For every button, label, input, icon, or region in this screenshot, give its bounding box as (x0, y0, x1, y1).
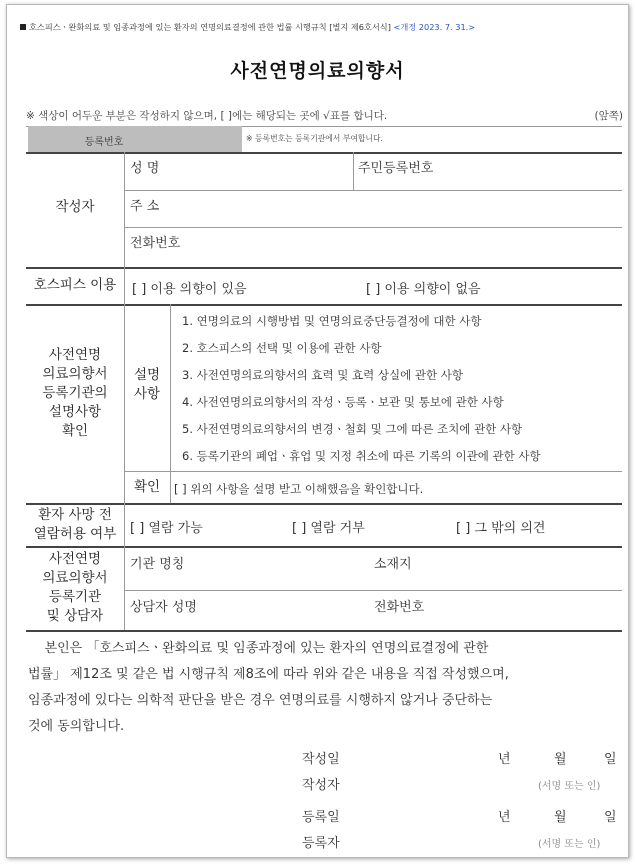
explanation-label-line: 등록기관의 (42, 385, 108, 401)
square-bullet-icon (20, 24, 26, 30)
institution-label-line: 등록기관 (48, 589, 102, 605)
author-resident-id-label: 주민등록번호 (358, 161, 434, 176)
day-label: 일 (604, 810, 617, 825)
institution-name-label: 기관 명칭 (130, 557, 185, 572)
page-side-note: (앞쪽) (594, 110, 623, 122)
explanation-item: 3. 사전연명의료의향서의 효력 및 효력 상실에 관한 사항 (182, 368, 463, 382)
year-label: 년 (498, 810, 511, 825)
month-label: 월 (554, 810, 567, 825)
viewing-other-checkbox[interactable]: [ ] 그 밖의 의견 (456, 521, 546, 536)
institution-phone-label: 전화번호 (374, 600, 425, 615)
explanation-item: 4. 사전연명의료의향서의 작성ㆍ등록ㆍ보관 및 통보에 관한 사항 (182, 395, 504, 409)
institution-label-line: 의료의향서 (42, 570, 108, 586)
sub-label-line: 사항 (133, 386, 161, 402)
viewing-label-line: 환자 사망 전 (38, 507, 112, 523)
revision-date: <개정 2023. 7. 31.> (393, 22, 476, 32)
institution-label (26, 550, 124, 626)
viewing-allow-checkbox[interactable]: [ ] 열람 가능 (130, 521, 203, 536)
explanation-label-line: 설명사항 (48, 404, 102, 420)
counselor-name-label: 상담자 성명 (130, 600, 197, 615)
hospice-label: 호스피스 이용 (33, 277, 117, 293)
viewing-label (26, 506, 124, 544)
registration-date-label: 등록일 (302, 810, 340, 825)
institution-location-label: 소재지 (374, 557, 412, 572)
institution-label-line: 및 상담자 (46, 608, 104, 624)
sub-label-line: 설명 (133, 367, 161, 383)
document-title: 사전연명의료의향서 (230, 60, 405, 82)
form-header (20, 22, 475, 33)
hospice-no-checkbox[interactable]: [ ] 이용 의향이 없음 (366, 282, 481, 297)
statement-line: 임종과정에 있다는 의학적 판단을 받은 경우 연명의료를 시행하지 않거나 중단하는 (28, 693, 493, 708)
author-phone-label: 전화번호 (130, 236, 181, 251)
statement-line: 법률」 제12조 및 같은 법 시행규칙 제8조에 따라 위와 같은 내용을 직접 작성했으며, (28, 667, 509, 682)
explanation-label-line: 의료의향서 (42, 366, 108, 382)
author-address-label: 주 소 (130, 199, 160, 214)
day-label: 일 (604, 752, 617, 767)
author-name-label: 성 명 (130, 161, 160, 176)
confirm-label: 확인 (133, 479, 161, 495)
registrar-label: 등록자 (302, 836, 340, 851)
year-label: 년 (498, 752, 511, 767)
written-date-label: 작성일 (302, 752, 340, 767)
consent-statement (28, 636, 509, 740)
hospice-yes-checkbox[interactable]: [ ] 이용 의향이 있음 (132, 282, 247, 297)
registrar-sign-seal: (서명 또는 인) (538, 839, 601, 850)
writer-label: 작성자 (302, 778, 340, 793)
explanation-label-line: 사전연명 (48, 347, 102, 363)
viewing-deny-checkbox[interactable]: [ ] 열람 거부 (292, 521, 365, 536)
statement-line: 것에 동의합니다. (28, 719, 125, 734)
explanation-item: 6. 등록기관의 폐업ㆍ휴업 및 지정 취소에 따른 기록의 이관에 관한 사항 (182, 449, 541, 463)
instruction-note: ※ 색상이 어두운 부분은 작성하지 않으며, [ ]에는 해당되는 곳에 √표를 합니다. (26, 110, 388, 122)
statement-line: 본인은 「호스피스ㆍ완화의료 및 임종과정에 있는 환자의 연명의료결정에 관한 (28, 641, 489, 656)
explanation-sub-label (124, 366, 170, 404)
writer-sign-seal: (서명 또는 인) (538, 781, 601, 792)
explanation-label (26, 346, 124, 441)
explanation-item: 2. 호스피스의 선택 및 이용에 관한 사항 (182, 341, 382, 355)
explanation-label-line: 확인 (61, 423, 89, 439)
registration-label: 등록번호 (84, 137, 124, 148)
registration-note: ※ 등록번호는 등록기관에서 부여합니다. (246, 134, 383, 143)
institution-label-line: 사전연명 (48, 551, 102, 567)
explanation-item: 5. 사전연명의료의향서의 변경ㆍ철회 및 그에 따른 조치에 관한 사항 (182, 422, 523, 436)
form-title-text: 호스피스ㆍ완화의료 및 임종과정에 있는 환자의 연명의료결정에 관한 법률 시행규칙 [별지 제6호서식] (29, 22, 391, 32)
confirm-checkbox[interactable]: [ ] 위의 사항을 설명 받고 이해했음을 확인합니다. (174, 482, 424, 496)
explanation-item: 1. 연명의료의 시행방법 및 연명의료중단등결정에 대한 사항 (182, 314, 482, 328)
viewing-label-line: 열람허용 여부 (33, 526, 117, 542)
author-label: 작성자 (55, 199, 95, 215)
month-label: 월 (554, 752, 567, 767)
